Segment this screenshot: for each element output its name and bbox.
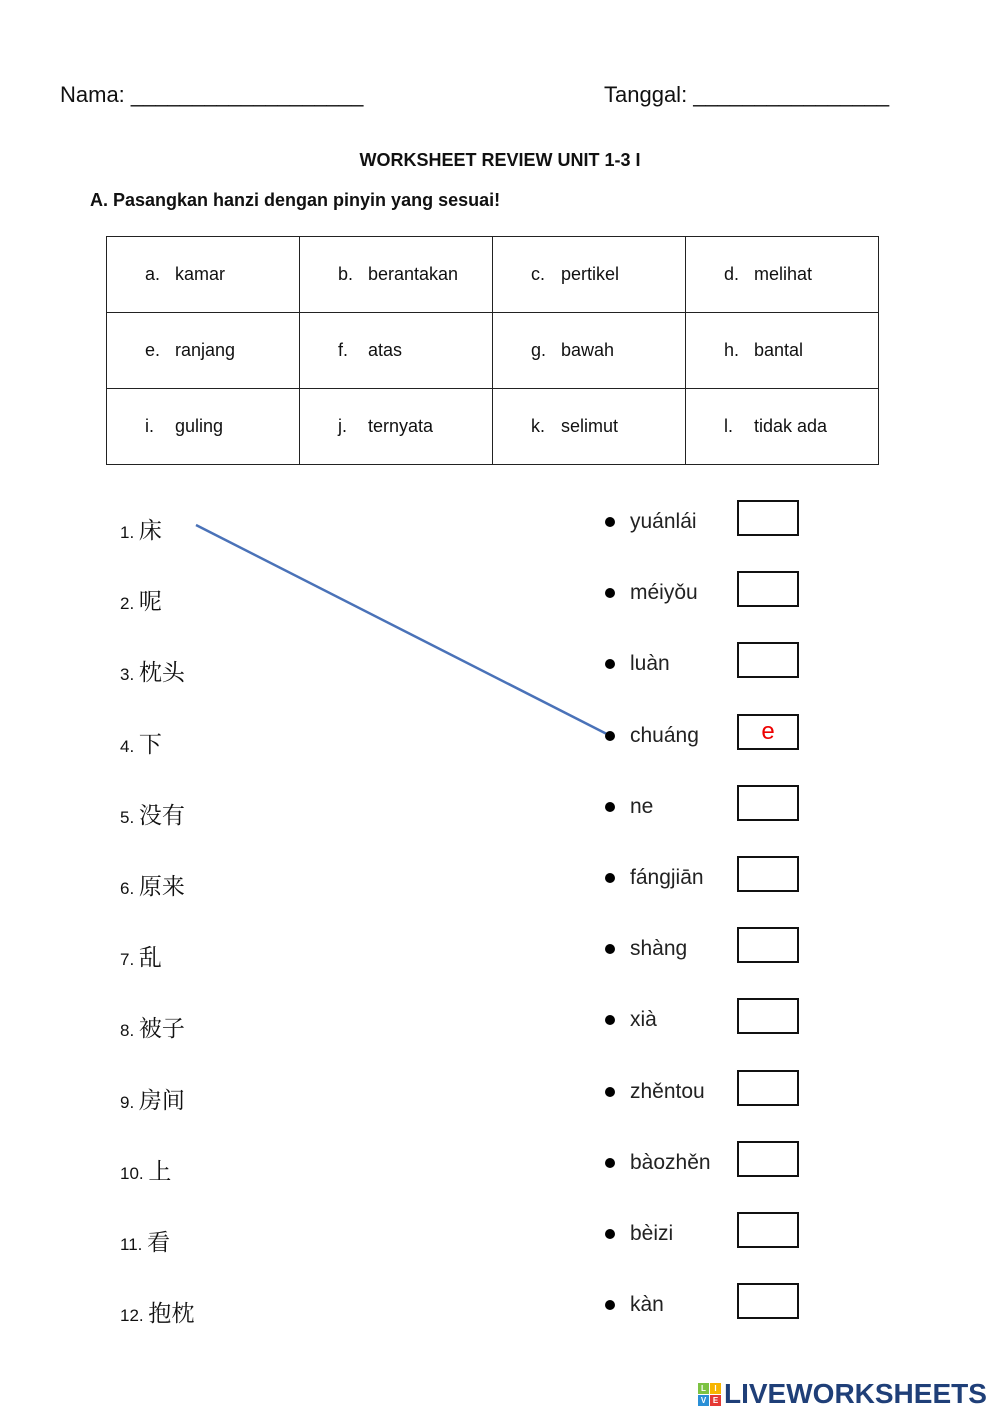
option-letter: a. [145, 264, 161, 284]
item-hanzi: 房间 [138, 1086, 185, 1113]
item-number: 9. [120, 1092, 135, 1112]
item-row [120, 1224, 170, 1257]
item-pinyin: luàn [630, 652, 670, 676]
item-hanzi: 看 [147, 1229, 171, 1255]
item-hanzi: 被子 [138, 1015, 185, 1042]
date-field[interactable]: Tanggal: ________________ [604, 82, 890, 107]
option-text: tidak ada [754, 416, 828, 436]
item-hanzi: 下 [138, 730, 162, 757]
item-pinyin: kàn [630, 1293, 664, 1317]
option-text: selimut [561, 416, 619, 436]
item-hanzi: 枕头 [138, 659, 185, 686]
match-dot[interactable] [605, 873, 615, 883]
answer-box[interactable] [737, 571, 799, 607]
item-pinyin: yuánlái [630, 510, 697, 533]
section-instruction: A. Pasangkan hanzi dengan pinyin yang sesuai! [90, 190, 501, 210]
option-text: bantal [754, 340, 804, 360]
item-pinyin: méiyǒu [630, 581, 698, 605]
option-text: ranjang [175, 340, 236, 360]
logo-badge [698, 1383, 721, 1406]
item-number: 6. [120, 879, 135, 898]
match-line[interactable] [196, 525, 610, 736]
item-row [120, 654, 185, 687]
option-letter: h. [724, 340, 740, 360]
item-hanzi: 上 [148, 1157, 172, 1184]
item-pinyin: shàng [630, 937, 688, 961]
option-text: guling [175, 416, 224, 436]
option-text: kamar [175, 264, 226, 284]
option-letter: f. [338, 340, 349, 360]
option-letter: d. [724, 264, 740, 284]
logo-badge-letter: I [710, 1383, 721, 1394]
answer-box[interactable] [737, 785, 799, 821]
item-number: 12. [120, 1306, 144, 1326]
item-row [120, 1082, 185, 1115]
option-text: berantakan [368, 264, 459, 284]
option-letter: i. [145, 416, 154, 436]
worksheet-title: WORKSHEET REVIEW UNIT 1-3 I [359, 150, 641, 170]
option-text: atas [368, 340, 403, 360]
item-pinyin: zhěntou [630, 1079, 705, 1103]
answer-box[interactable] [737, 856, 799, 892]
option-text: ternyata [368, 416, 434, 436]
option-letter: b. [338, 264, 354, 284]
answer-box[interactable] [737, 927, 799, 963]
item-pinyin: ne [630, 794, 654, 818]
item-pinyin: xià [630, 1008, 657, 1032]
item-hanzi: 没有 [138, 801, 185, 828]
answer-box[interactable] [737, 1283, 799, 1319]
item-row [120, 512, 162, 545]
item-row [120, 797, 185, 830]
match-dot[interactable] [605, 1087, 615, 1097]
option-text: melihat [754, 264, 813, 284]
option-letter: l. [724, 416, 733, 436]
item-pinyin: chuáng [630, 723, 699, 747]
item-hanzi: 原来 [138, 873, 185, 899]
option-letter: e. [145, 340, 161, 360]
item-number: 4. [120, 736, 135, 756]
item-number: 5. [120, 807, 135, 827]
item-row [120, 868, 185, 901]
item-hanzi: 床 [138, 517, 162, 543]
option-letter: c. [531, 264, 546, 284]
item-hanzi: 呢 [138, 588, 162, 615]
item-pinyin: bàozhěn [630, 1150, 711, 1174]
item-row [120, 939, 162, 972]
match-dot[interactable] [605, 731, 615, 741]
item-row [120, 1153, 171, 1186]
item-row [120, 1295, 194, 1328]
answer-box[interactable] [737, 500, 799, 536]
match-dot[interactable] [605, 1229, 615, 1239]
answer-box[interactable] [737, 642, 799, 678]
logo-text: LIVEWORKSHEETS [724, 1378, 987, 1409]
liveworksheets-logo [698, 1378, 987, 1410]
answer-box[interactable] [737, 1141, 799, 1177]
logo-badge-letter: L [698, 1383, 709, 1394]
item-number: 2. [120, 594, 135, 614]
match-dot[interactable] [605, 1158, 615, 1168]
option-text: bawah [561, 340, 615, 360]
item-number: 7. [120, 950, 135, 970]
match-dot[interactable] [605, 802, 615, 812]
item-number: 11. [120, 1235, 143, 1254]
option-letter: j. [338, 416, 347, 436]
option-letter: g. [531, 340, 547, 360]
option-letter: k. [531, 416, 546, 436]
item-row [120, 726, 162, 759]
item-row [120, 1010, 185, 1043]
item-number: 1. [120, 523, 135, 542]
logo-badge-letter: V [698, 1395, 709, 1406]
item-hanzi: 乱 [138, 944, 162, 971]
item-number: 3. [120, 665, 135, 685]
answer-box[interactable] [737, 1212, 799, 1248]
logo-badge-letter: E [710, 1395, 721, 1406]
answer-box[interactable]: e [737, 714, 799, 750]
answer-box[interactable] [737, 1070, 799, 1106]
item-row [120, 583, 162, 616]
item-pinyin: fángjiān [630, 866, 704, 889]
match-dot[interactable] [605, 517, 615, 527]
name-field[interactable]: Nama: ___________________ [60, 82, 364, 107]
answer-box[interactable] [737, 998, 799, 1034]
option-text: pertikel [561, 264, 620, 284]
item-pinyin: bèizi [630, 1222, 674, 1245]
item-hanzi: 抱枕 [148, 1300, 195, 1327]
item-number: 8. [120, 1021, 135, 1041]
item-number: 10. [120, 1163, 144, 1183]
